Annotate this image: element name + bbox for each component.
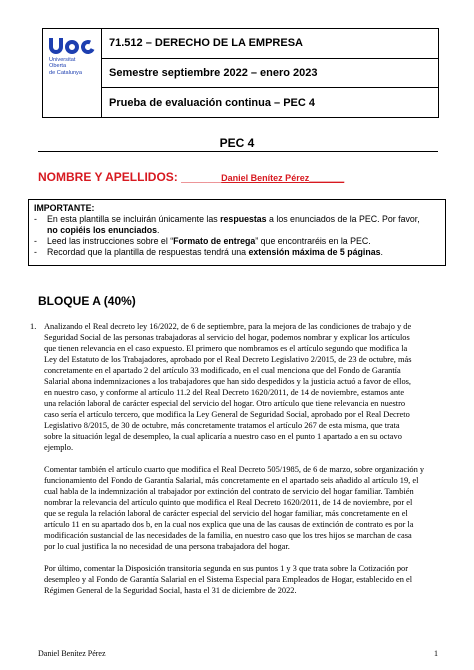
text-line: por lo cual justifica la no necesidad de una persona trabajadora del hogar. (44, 542, 290, 551)
text-line: caso sería el artículo tercero, que modifica la Ley General de Seguridad Social, aprobado por el Real Decreto (44, 410, 410, 419)
important-bullet-3: - Recordad que la plantilla de respuestas tendrá una extensión máxima de 5 páginas. (34, 247, 383, 257)
name-value: Daniel Benítez Pérez_______ (221, 173, 345, 183)
paragraph-1-lines (44, 321, 448, 453)
text-line: Seguridad Social de las personas trabajadoras al servicio del hogar, podemos nombrar y explicar los artículos (44, 333, 410, 342)
bullet-1-text: En esta plantilla se incluirán únicamente las (47, 214, 221, 224)
text-line: que se regula la relación laboral de carácter especial del servicio del hogar familiar, más concretamente en el (44, 509, 408, 518)
bullet-2-text-end: ” que encontraréis en la PEC. (255, 236, 371, 246)
text-line: ejemplo. (44, 443, 74, 452)
text-line: una relación laboral de carácter especial del servicio del hogar. Otro artículo que tiene relevancia en nuestro (44, 399, 406, 408)
answer-body (30, 321, 448, 596)
text-line: funcionamiento del Fondo de Garantía Salarial, más concretamente en el apartado seis añadido al artículo 19, el (44, 476, 419, 485)
item-number: 1. (30, 322, 37, 331)
uoc-logo-mark-icon (49, 32, 101, 54)
uoc-logo (43, 29, 102, 117)
text-line: Analizando el Real decreto ley 16/2022, de 6 de septiembre, para la mejora de las condiciones de trabajo y de (44, 322, 412, 331)
bullet-3-text-end: . (380, 247, 383, 257)
answer-paragraph-3 (30, 563, 448, 596)
semester-title: Semestre septiembre 2022 – enero 2023 (102, 59, 438, 89)
bullet-2-bold: Formato de entrega (173, 236, 256, 246)
text-line: concretamente en el apartado 2 del artículo 33 modificado, en el cual menciona que del Fondo de Garantía (44, 366, 401, 375)
course-title: 71.512 – DERECHO DE LA EMPRESA (102, 29, 438, 59)
bullet-3-text: Recordad que la plantilla de respuestas tendrá una (47, 247, 249, 257)
logo-line-3: de Catalunya (49, 69, 82, 76)
important-title: IMPORTANTE: (34, 203, 95, 213)
bullet-1-line2-bold: no copiéis los enunciados (47, 225, 157, 235)
footer-page-number: 1 (434, 649, 438, 658)
text-line: Régimen General de la Seguridad Social, hasta el 31 de diciembre de 2022. (44, 586, 297, 595)
text-line: Por último, comentar la Disposición transitoria segunda en sus puntos 1 y 3 que trata sobre la Cotización por (44, 564, 409, 573)
bullet-2-text: Leed las instrucciones sobre el “ (47, 236, 174, 246)
text-line: artículo 11 en su apartado dos b, en la cual nos explica que una de las causas de extinción de contrato es por la (44, 520, 414, 529)
name-line (38, 170, 344, 184)
text-line: en nuestro caso, y conforme al artículo 11.2 del Real Decreto 1620/2011, de 14 de noviembre, estamos ante (44, 388, 405, 397)
logo-line-1: Universitat (49, 57, 76, 63)
important-bullet-1-cont (34, 225, 440, 236)
text-line: modificación sustancial de las necesidades de la familia, en nuestro caso que los tres hijos se marchan de casa (44, 531, 412, 540)
text-line: Salarial abona indemnizaciones a los trabajadores que han sido despedidos y la justicia actuó a favor de ellos, (44, 377, 411, 386)
name-label: NOMBRE Y APELLIDOS: ______ (38, 170, 222, 184)
header-info (102, 29, 438, 117)
bullet-1-line2-end: . (156, 225, 160, 235)
important-bullet-1: - En esta plantilla se incluirán únicamente las respuestas a los enunciados de la PEC. Por favor, (34, 214, 420, 224)
assignment-title: Prueba de evaluación continua – PEC 4 (109, 96, 316, 109)
answer-paragraph-2 (30, 464, 448, 552)
logo-line-2: Oberta (49, 63, 67, 70)
text-line: Legislativo 8/2015, de 30 de octubre, más concretamente tratamos el artículo 267 de esta misma, que trata (44, 421, 400, 430)
header-table (42, 28, 439, 118)
footer-author: Daniel Benítez Pérez (38, 649, 106, 658)
page-title: PEC 4 (219, 136, 255, 150)
text-line: sobre la situación legal de desempleo, la cual aplicaría a nuestro caso en el punto 1 apartado a en su octavo (44, 432, 402, 441)
text-line: Comentar también el artículo cuarto que modifica el Real Decreto 505/1985, de 6 de marzo, sobre organización y (44, 465, 425, 474)
uoc-logo-text (49, 57, 101, 76)
important-bullet-2: - Leed las instrucciones sobre el “Formato de entrega” que encontraréis en la PEC. (34, 236, 371, 246)
bullet-1-text-end: a los enunciados de la PEC. Por favor, (266, 214, 420, 224)
bullet-3-bold: extensión máxima de 5 páginas (248, 247, 381, 257)
bullet-1-bold: respuestas (220, 214, 267, 224)
text-line: desempleo y al Fondo de Garantía Salarial en el Sistema Especial para Empleados de Hogar, establecido en el (44, 575, 413, 584)
important-box (28, 199, 446, 266)
page-footer (38, 649, 438, 658)
title-divider (38, 151, 438, 152)
answer-paragraph-1 (30, 321, 448, 453)
text-line: que tienen relevancia en el caso expuesto. El primero que nombramos es el artículo segundo que modifica la (44, 344, 408, 353)
text-line: Ley del Estatuto de los Trabajadores, aprobado por el Real Decreto Legislativo 2/2015, de 23 de octubre, más (44, 355, 412, 364)
text-line: nombrar la relevancia del artículo quinto que modifica el Real Decreto 1620/2011, de 14 de noviembre, por el (44, 498, 413, 507)
text-line: cual habla de la indemnización al trabajador por extinción del contrato de servicio del hogar familiar. También (44, 487, 414, 496)
block-title: BLOQUE A (40%) (38, 294, 136, 308)
